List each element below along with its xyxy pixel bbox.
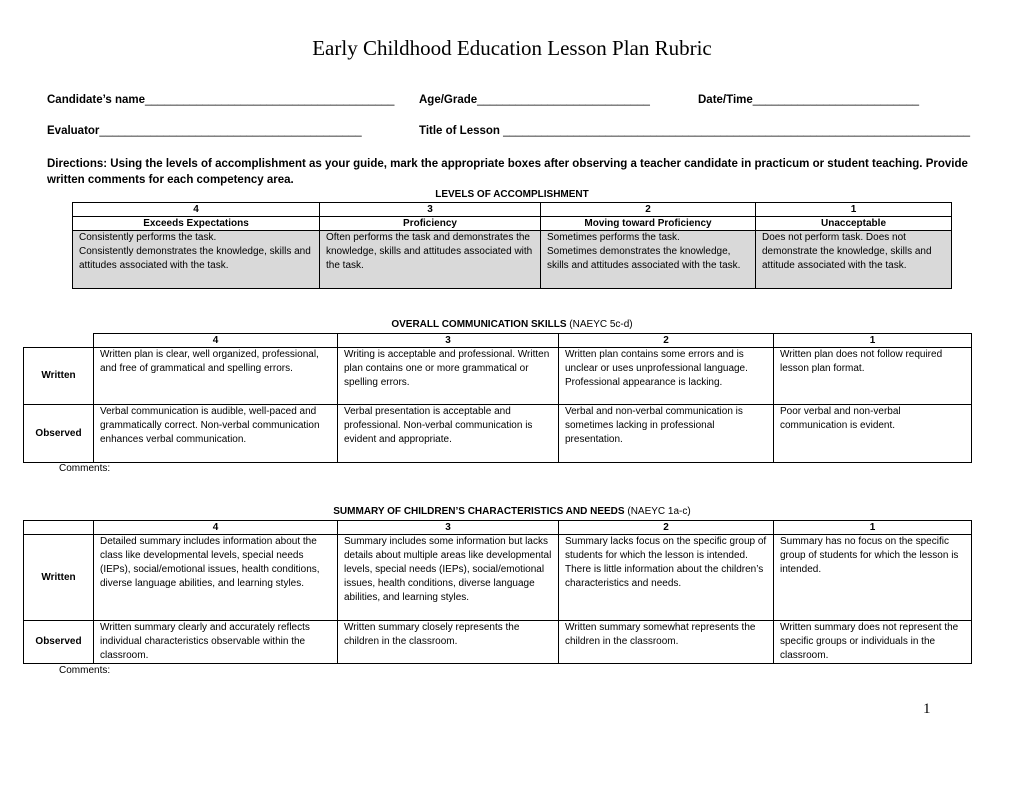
date-time-field[interactable] <box>698 94 919 106</box>
page-number: 1 <box>923 701 931 717</box>
summary-table <box>23 520 972 664</box>
level-number: 3 <box>320 203 541 217</box>
candidate-name-line: _______________________________________ <box>145 94 395 106</box>
document-title: Early Childhood Education Lesson Plan Rubric <box>312 36 712 60</box>
level-description: Consistently performs the task. Consistently demonstrates the knowledge, skills and attitudes associated with the task. <box>73 231 320 289</box>
evaluator-label: Evaluator <box>47 125 100 137</box>
score-header: 4 <box>94 521 338 535</box>
rubric-cell[interactable]: Summary has no focus on the specific group of students for which the lesson is intended. <box>774 535 972 621</box>
level-name: Exceeds Expectations <box>73 217 320 231</box>
table-row <box>24 621 972 664</box>
level-name: Moving toward Proficiency <box>541 217 756 231</box>
corner-cell <box>24 521 94 535</box>
row-label-observed: Observed <box>24 621 94 664</box>
rubric-cell[interactable]: Written summary closely represents the children in the classroom. <box>338 621 559 664</box>
score-header: 4 <box>94 334 338 348</box>
level-description: Often performs the task and demonstrates the knowledge, skills and attitudes associated with the task. <box>320 231 541 289</box>
score-header: 1 <box>774 334 972 348</box>
level-number: 2 <box>541 203 756 217</box>
rubric-cell[interactable]: Written summary does not represent the specific groups or individuals in the classroom. <box>774 621 972 664</box>
rubric-cell[interactable]: Summary includes some information but lacks details about multiple areas like developmental levels, special needs (IEPs), social/emotional issues, health conditions, diverse language abilities, and learning styles. <box>338 535 559 621</box>
communication-caption <box>0 319 1024 330</box>
rubric-cell[interactable]: Detailed summary includes information about the class like developmental levels, special needs (IEPs), social/emotional issues, health conditions, diverse language abilities, and learning styles. <box>94 535 338 621</box>
rubric-cell[interactable]: Verbal and non-verbal communication is sometimes lacking in professional presentation. <box>559 405 774 463</box>
level-description: Sometimes performs the task. Sometimes demonstrates the knowledge, skills and attitudes associated with the task. <box>541 231 756 289</box>
rubric-cell[interactable]: Written plan is clear, well organized, professional, and free of grammatical and spelling errors. <box>94 348 338 405</box>
rubric-cell[interactable]: Written summary clearly and accurately reflects individual characteristics observable within the classroom. <box>94 621 338 664</box>
evaluator-field[interactable] <box>47 125 362 137</box>
score-header: 2 <box>559 521 774 535</box>
age-grade-line: ___________________________ <box>477 94 650 106</box>
row-label-written: Written <box>24 535 94 621</box>
date-time-label: Date/Time <box>698 94 753 106</box>
rubric-cell[interactable]: Written plan contains some errors and is unclear or uses unprofessional language. Professional appearance is lacking. <box>559 348 774 405</box>
table-row <box>24 535 972 621</box>
rubric-cell[interactable]: Poor verbal and non-verbal communication is evident. <box>774 405 972 463</box>
levels-caption: LEVELS OF ACCOMPLISHMENT <box>435 189 589 200</box>
lesson-title-label: Title of Lesson <box>419 125 500 137</box>
communication-comments[interactable]: Comments: <box>59 463 111 474</box>
corner-cell <box>24 334 94 348</box>
age-grade-field[interactable] <box>419 94 650 106</box>
communication-title: OVERALL COMMUNICATION SKILLS <box>391 319 567 330</box>
rubric-cell[interactable]: Verbal presentation is acceptable and professional. Non-verbal communication is evident and appropriate. <box>338 405 559 463</box>
level-description: Does not perform task. Does not demonstrate the knowledge, skills and attitude associated with the task. <box>756 231 952 289</box>
table-row <box>24 405 972 463</box>
rubric-cell[interactable]: Writing is acceptable and professional. Written plan contains one or more grammatical or spelling errors. <box>338 348 559 405</box>
row-label-written: Written <box>24 348 94 405</box>
table-row <box>24 348 972 405</box>
score-header: 3 <box>338 334 559 348</box>
candidate-name-label: Candidate’s name <box>47 94 145 106</box>
date-time-line: __________________________ <box>752 94 920 106</box>
rubric-cell[interactable]: Verbal communication is audible, well-paced and grammatically correct. Non-verbal communication enhances verbal communication. <box>94 405 338 463</box>
level-name: Proficiency <box>320 217 541 231</box>
summary-title: SUMMARY OF CHILDREN’S CHARACTERISTICS AND NEEDS <box>333 506 625 517</box>
level-number: 1 <box>756 203 952 217</box>
communication-table <box>23 333 972 463</box>
level-number: 4 <box>73 203 320 217</box>
communication-standard: (NAEYC 5c-d) <box>569 319 633 330</box>
score-header: 1 <box>774 521 972 535</box>
lesson-title-line: _________________________________________________________________________ <box>503 125 971 137</box>
row-label-observed: Observed <box>24 405 94 463</box>
rubric-cell[interactable]: Written plan does not follow required lesson plan format. <box>774 348 972 405</box>
age-grade-label: Age/Grade <box>419 94 478 106</box>
evaluator-line: _________________________________________ <box>99 125 362 137</box>
score-header: 2 <box>559 334 774 348</box>
candidate-name-field[interactable] <box>47 94 394 106</box>
summary-caption <box>0 506 1024 517</box>
summary-standard: (NAEYC 1a-c) <box>627 506 691 517</box>
rubric-cell[interactable]: Summary lacks focus on the specific group of students for which the lesson is intended. There is little information about the children’s characteristics and needs. <box>559 535 774 621</box>
level-name: Unacceptable <box>756 217 952 231</box>
rubric-cell[interactable]: Written summary somewhat represents the children in the classroom. <box>559 621 774 664</box>
directions-text: Directions: Using the levels of accomplishment as your guide, mark the appropriate boxes after observing a teacher candidate in practicum or student teaching. Provide written comments for each competency area. <box>47 158 968 186</box>
lesson-title-field[interactable] <box>419 125 970 137</box>
summary-comments[interactable]: Comments: <box>59 665 111 676</box>
score-header: 3 <box>338 521 559 535</box>
levels-table <box>72 202 952 289</box>
